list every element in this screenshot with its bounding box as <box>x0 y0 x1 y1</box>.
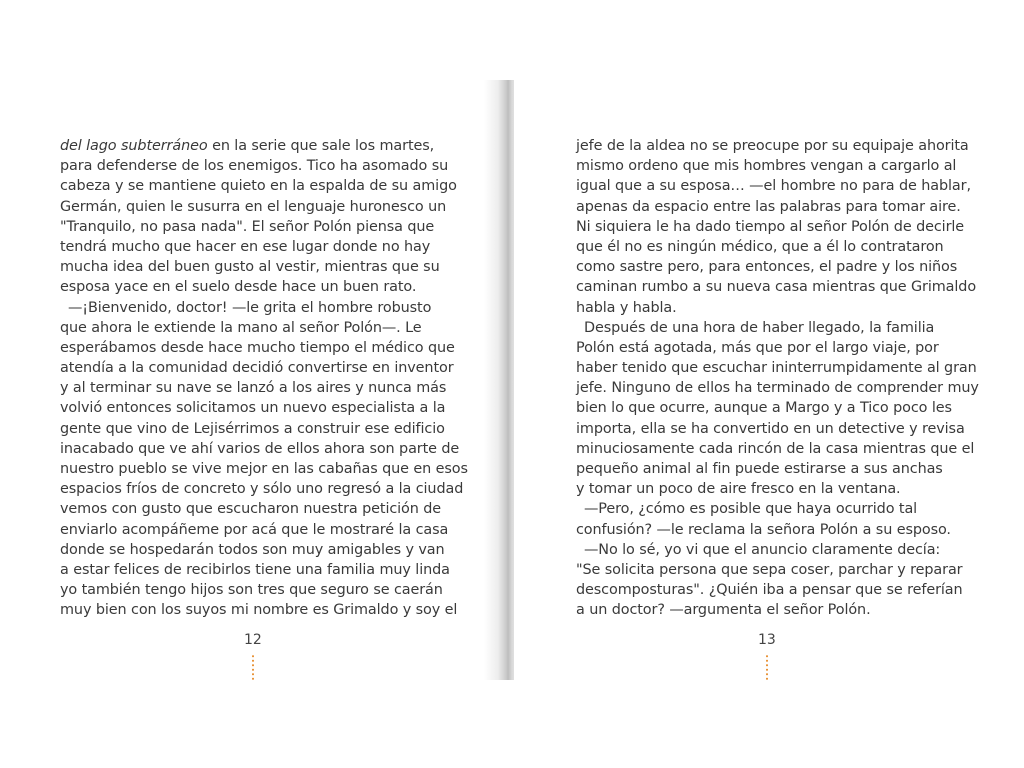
text-line: igual que a su esposa… —el hombre no para de hablar, <box>576 178 971 195</box>
text-line: que él no es ningún médico, que a él lo contrataron <box>576 238 944 255</box>
text-line: bien lo que ocurre, aunque a Margo y a Tico poco les <box>576 400 952 417</box>
text-line: vemos con gusto que escucharon nuestra petición de <box>60 501 442 518</box>
text-line: descomposturas". ¿Quién iba a pensar que se referían <box>576 582 963 599</box>
text-line: "Se solicita persona que sepa coser, parchar y reparar <box>576 561 963 578</box>
text-line: espacios fríos de concreto y sólo uno regresó a la ciudad <box>60 481 464 498</box>
text-line: jefe de la aldea no se preocupe por su equipaje ahorita <box>576 138 969 154</box>
right-page-text <box>576 136 979 621</box>
text-line: cabeza y se mantiene quieto en la espalda de su amigo <box>60 178 457 195</box>
page-number: 12 <box>244 632 262 648</box>
text-line: y tomar un poco de aire fresco en la ventana. <box>576 481 901 498</box>
right-page <box>514 80 1024 680</box>
text-line: volvió entonces solicitamos un nuevo especialista a la <box>60 400 446 417</box>
text-line: "Tranquilo, no pasa nada". El señor Polón piensa que <box>60 218 435 235</box>
text-line: minuciosamente cada rincón de la casa mientras que el <box>576 440 975 457</box>
text-line: tendrá mucho que hacer en ese lugar donde no hay <box>60 238 431 255</box>
page-number: 13 <box>758 632 776 648</box>
text-line: confusión? —le reclama la señora Polón a su esposo. <box>576 521 951 538</box>
text-line: mismo ordeno que mis hombres vengan a cargarlo al <box>576 158 957 175</box>
text-line: inacabado que ve ahí varios de ellos ahora son parte de <box>60 440 460 457</box>
text-line: gente que vino de Lejisérrimos a construir ese edificio <box>60 420 445 437</box>
folio-dots-decoration <box>766 654 768 680</box>
text-line: nuestro pueblo se vive mejor en las cabañas que en esos <box>60 461 468 477</box>
text-line: —No lo sé, yo vi que el anuncio claramente decía: <box>584 541 941 558</box>
text-line: haber tenido que escuchar ininterrumpidamente al gran <box>576 360 977 377</box>
text-line: como sastre pero, para entonces, el padre y los niños <box>576 259 958 276</box>
text-line: mucha idea del buen gusto al vestir, mientras que su <box>60 259 440 276</box>
text-line: muy bien con los suyos mi nombre es Grimaldo y soy el <box>60 602 458 619</box>
text-line: jefe. Ninguno de ellos ha terminado de comprender muy <box>576 380 979 397</box>
text-line: y al terminar su nave se lanzó a los aires y nunca más <box>60 380 447 397</box>
text-line: Después de una hora de haber llegado, la familia <box>584 319 935 336</box>
left-page <box>0 80 504 680</box>
left-page-text <box>60 136 468 621</box>
text-line: donde se hospedarán todos son muy amigables y van <box>60 541 445 558</box>
text-line: Polón está agotada, más que por el largo viaje, por <box>576 339 939 356</box>
text-line: para defenderse de los enemigos. Tico ha asomado su <box>60 158 449 175</box>
text-line: apenas da espacio entre las palabras para tomar aire. <box>576 198 961 215</box>
text-line: Germán, quien le susurra en el lenguaje huronesco un <box>60 198 447 215</box>
text-line: importa, ella se ha convertido en un detective y revisa <box>576 420 965 437</box>
text-line: caminan rumbo a su nueva casa mientras que Grimaldo <box>576 279 977 296</box>
text-line: atendía a la comunidad decidió convertirse en inventor <box>60 360 454 377</box>
italic-title: del lago subterráneo <box>60 138 208 154</box>
text-line <box>60 136 468 156</box>
text-line: Ni siquiera le ha dado tiempo al señor Polón de decirle <box>576 218 965 235</box>
text-line: —¡Bienvenido, doctor! —le grita el hombre robusto <box>68 299 432 316</box>
text-line: —Pero, ¿cómo es posible que haya ocurrido tal <box>584 501 918 518</box>
text-line: que ahora le extiende la mano al señor Polón—. Le <box>60 319 422 336</box>
text-line: esperábamos desde hace mucho tiempo el médico que <box>60 339 455 356</box>
text-line: a estar felices de recibirlos tiene una familia muy linda <box>60 561 450 578</box>
text-line: habla y habla. <box>576 299 677 316</box>
text-line-rest: en la serie que sale los martes, <box>212 138 435 154</box>
text-line: esposa yace en el suelo desde hace un buen rato. <box>60 279 417 296</box>
text-line: a un doctor? —argumenta el señor Polón. <box>576 602 871 619</box>
text-line: pequeño animal al fin puede estirarse a sus anchas <box>576 461 943 477</box>
text-line: enviarlo acompáñeme por acá que le mostraré la casa <box>60 521 449 538</box>
text-line: yo también tengo hijos son tres que seguro se caerán <box>60 582 443 599</box>
folio-dots-decoration <box>252 654 254 680</box>
